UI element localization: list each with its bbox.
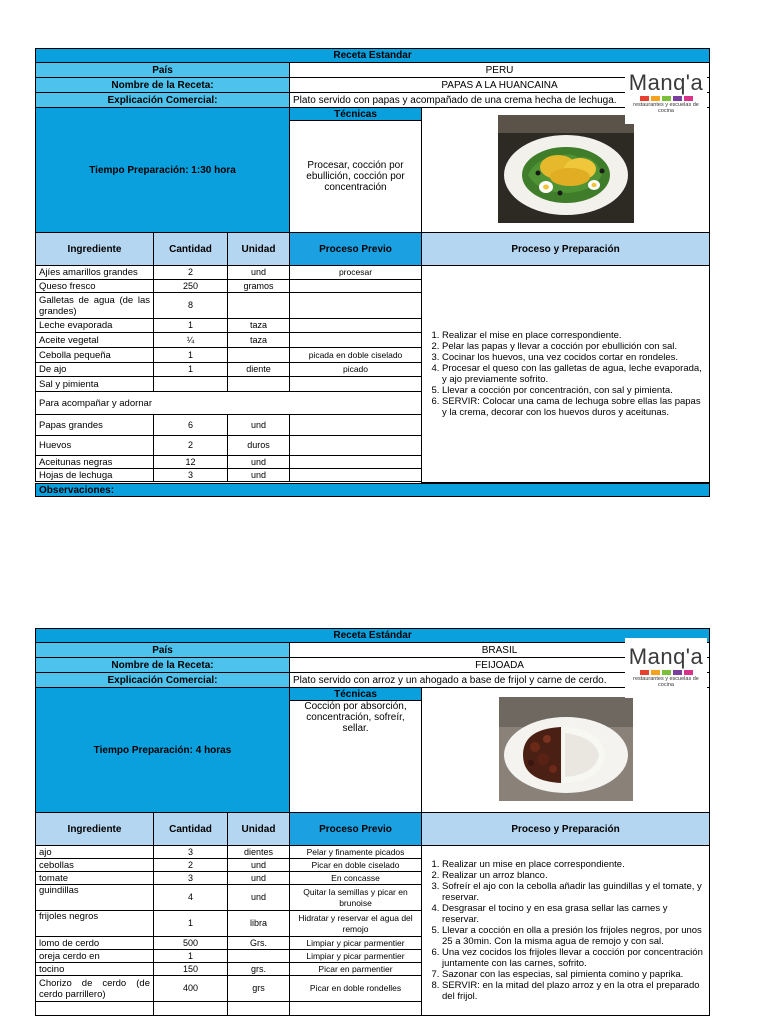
ingredient-unit — [228, 293, 290, 319]
step: 4. Desgrasar el tocino y en esa grasa sellar las carnes y reservar. — [442, 903, 706, 925]
ingredient-qty: 3 — [154, 846, 228, 859]
ingredient-prev: Limpiar y picar parmentier — [290, 937, 422, 950]
ingredient-qty: 400 — [154, 976, 228, 1002]
ingredient-name: Sal y pimienta — [36, 377, 154, 392]
ingredient-name: oreja cerdo en — [36, 950, 154, 963]
ingredient-prev — [290, 415, 422, 436]
ingredient-prev — [290, 319, 422, 333]
col-cantidad: Cantidad — [154, 813, 228, 846]
recipe-card-brasil — [35, 628, 709, 1016]
col-proceso-previo: Proceso Previo — [290, 233, 422, 266]
ingredient-unit: und — [228, 469, 290, 482]
col-proceso-preparacion: Proceso y Preparación — [422, 233, 710, 266]
tiempo-preparacion: Tiempo Preparación: 1:30 hora — [36, 108, 290, 233]
accompany-label: Para acompañar y adornar — [36, 392, 422, 415]
step: 1. Realizar un mise en place correspondiente. — [442, 859, 706, 870]
ingredient-name: Huevos — [36, 436, 154, 456]
logo-color-bars — [625, 96, 707, 101]
ingredient-name: lomo de cerdo — [36, 937, 154, 950]
ingredient-name: tomate — [36, 872, 154, 885]
ingredient-qty: 250 — [154, 280, 228, 293]
ingredient-unit — [228, 348, 290, 363]
ingredient-name: Papas grandes — [36, 415, 154, 436]
ingredient-name: Ajíes amarillos grandes — [36, 266, 154, 280]
step: 5. Llevar a cocción por concentración, con sal y pimienta. — [442, 385, 706, 396]
nombre-label: Nombre de la Receta: — [36, 78, 290, 93]
ingredient-prev: Picar en parmentier — [290, 963, 422, 976]
manqa-logo — [625, 64, 707, 124]
col-cantidad: Cantidad — [154, 233, 228, 266]
ingredient-name: Cebolla pequeña — [36, 348, 154, 363]
ingredient-unit: gramos — [228, 280, 290, 293]
ingredient-unit: und — [228, 885, 290, 911]
step: 1. Realizar el mise en place correspondiente. — [442, 330, 706, 341]
ingredient-qty: 2 — [154, 436, 228, 456]
ingredient-qty: 1 — [154, 911, 228, 937]
explicacion-label: Explicación Comercial: — [36, 93, 290, 108]
ingredient-unit: grs — [228, 976, 290, 1002]
ingredient-unit: dientes — [228, 846, 290, 859]
ingredient-prev — [290, 469, 422, 482]
tecnicas-label: Técnicas — [290, 688, 422, 701]
step: 6. Una vez cocidos los frijoles llevar a cocción por concentración juntamente con las carnes, sofrito. — [442, 947, 706, 969]
preparation-steps — [422, 846, 710, 1016]
ingredient-qty: 1 — [154, 319, 228, 333]
ingredient-qty: 2 — [154, 266, 228, 280]
dish-photo — [422, 688, 710, 813]
ingredient-name — [36, 1002, 154, 1016]
recipe-header: Receta Estandar — [36, 49, 710, 63]
nombre-label: Nombre de la Receta: — [36, 658, 290, 673]
step: 2. Pelar las papas y llevar a cocción por ebullición con sal. — [442, 341, 706, 352]
logo-brand: Manq'a — [628, 644, 704, 669]
pais-label: País — [36, 63, 290, 78]
ingredient-qty: 3 — [154, 872, 228, 885]
tecnicas-value: Procesar, cocción por ebullición, cocción por concentración — [290, 121, 422, 233]
step: 3. Sofreír el ajo con la cebolla añadir las guindillas y el tomate, y reservar. — [442, 881, 706, 903]
ingredient-name: Galletas de agua (de las grandes) — [36, 293, 154, 319]
recipe-header: Receta Estándar — [36, 629, 710, 643]
ingredient-qty: 6 — [154, 415, 228, 436]
col-proceso-previo: Proceso Previo — [290, 813, 422, 846]
ingredient-name: guindillas — [36, 885, 154, 911]
manqa-logo — [625, 638, 707, 698]
ingredient-prev — [290, 456, 422, 469]
ingredient-qty: 1 — [154, 363, 228, 377]
ingredient-name: frijoles negros — [36, 911, 154, 937]
ingredient-qty: 2 — [154, 859, 228, 872]
step: 6. SERVIR: Colocar una cama de lechuga sobre ellas las papas y la crema, decorar con los huevos duros y aceitunas. — [442, 396, 706, 418]
ingredient-unit: diente — [228, 363, 290, 377]
nombre-value: FEIJOADA — [290, 658, 710, 673]
ingredient-qty: 8 — [154, 293, 228, 319]
step: 8. SERVIR: en la mitad del plazo arroz y en la otra el preparado del frijol. — [442, 980, 706, 1002]
ingredient-qty: ¼ — [154, 333, 228, 348]
recipe-card-peru — [35, 48, 709, 497]
ingredient-unit: und — [228, 456, 290, 469]
ingredient-name: ajo — [36, 846, 154, 859]
ingredient-prev: Pelar y finamente picados — [290, 846, 422, 859]
ingredient-name: Aceite vegetal — [36, 333, 154, 348]
col-ingrediente: Ingrediente — [36, 813, 154, 846]
ingredient-unit: taza — [228, 319, 290, 333]
logo-tagline: restaurantes y escuelas de cocina — [633, 102, 699, 114]
ingredient-prev: Quitar la semillas y picar en brunoise — [290, 885, 422, 911]
nombre-value: PAPAS A LA HUANCAINA — [290, 78, 710, 93]
step: 2. Realizar un arroz blanco. — [442, 870, 706, 881]
ingredient-unit: duros — [228, 436, 290, 456]
ingredient-prev — [290, 436, 422, 456]
steps-list — [425, 330, 706, 418]
ingredient-prev — [290, 377, 422, 392]
ingredient-name: Queso fresco — [36, 280, 154, 293]
ingredient-name: Leche evaporada — [36, 319, 154, 333]
papas-huancaina-photo — [498, 115, 634, 223]
col-unidad: Unidad — [228, 233, 290, 266]
recipe-table — [35, 48, 710, 497]
ingredient-qty: 500 — [154, 937, 228, 950]
ingredient-prev: Limpiar y picar parmentier — [290, 950, 422, 963]
ingredient-prev: Hidratar y reservar el agua del remojo — [290, 911, 422, 937]
pais-value: BRASIL — [290, 643, 710, 658]
preparation-steps — [422, 266, 710, 483]
feijoada-photo — [499, 697, 633, 801]
logo-color-bars — [625, 670, 707, 675]
explicacion-value: Plato servido con papas y acompañado de una crema hecha de lechuga. — [290, 93, 710, 108]
dish-photo — [422, 108, 710, 233]
ingredient-unit — [228, 377, 290, 392]
ingredient-prev — [290, 280, 422, 293]
ingredient-qty: 150 — [154, 963, 228, 976]
tecnicas-label: Técnicas — [290, 108, 422, 121]
ingredient-name: Hojas de lechuga — [36, 469, 154, 482]
ingredient-unit: taza — [228, 333, 290, 348]
observaciones: Observaciones: — [36, 484, 710, 497]
ingredient-unit: grs. — [228, 963, 290, 976]
tecnicas-value: Cocción por absorción, concentración, sofreír, sellar. — [290, 701, 422, 813]
col-unidad: Unidad — [228, 813, 290, 846]
ingredient-prev — [290, 333, 422, 348]
explicacion-value: Plato servido con arroz y un ahogado a base de frijol y carne de cerdo. — [290, 673, 710, 688]
ingredient-unit: und — [228, 872, 290, 885]
ingredient-unit — [228, 950, 290, 963]
ingredient-prev: procesar — [290, 266, 422, 280]
recipe-table — [35, 628, 710, 1016]
ingredient-unit: und — [228, 415, 290, 436]
ingredient-prev: picado — [290, 363, 422, 377]
step: 4. Procesar el queso con las galletas de agua, leche evaporada, y ajo previamente sofrito. — [442, 363, 706, 385]
col-proceso-preparacion: Proceso y Preparación — [422, 813, 710, 846]
ingredient-qty: 1 — [154, 950, 228, 963]
ingredient-name: Chorizo de cerdo (de cerdo parrillero) — [36, 976, 154, 1002]
logo-brand: Manq'a — [628, 70, 704, 95]
ingredient-qty: 12 — [154, 456, 228, 469]
ingredient-prev: En concasse — [290, 872, 422, 885]
ingredient-unit: Grs. — [228, 937, 290, 950]
logo-tagline: restaurantes y escuelas de cocina — [633, 676, 699, 688]
ingredient-name: Aceitunas negras — [36, 456, 154, 469]
ingredient-qty: 1 — [154, 348, 228, 363]
col-ingrediente: Ingrediente — [36, 233, 154, 266]
step: 5. Llevar a cocción en olla a presión los frijoles negros, por unos 25 a 30min. Con la misma agua de remojo y con sal. — [442, 925, 706, 947]
ingredient-unit: libra — [228, 911, 290, 937]
step: 3. Cocinar los huevos, una vez cocidos cortar en rondeles. — [442, 352, 706, 363]
ingredient-prev — [290, 293, 422, 319]
tiempo-preparacion: Tiempo Preparación: 4 horas — [36, 688, 290, 813]
ingredient-name: cebollas — [36, 859, 154, 872]
ingredient-qty: 3 — [154, 469, 228, 482]
step: 7. Sazonar con las especias, sal pimienta comino y paprika. — [442, 969, 706, 980]
ingredient-qty — [154, 377, 228, 392]
ingredient-qty: 4 — [154, 885, 228, 911]
pais-label: País — [36, 643, 290, 658]
explicacion-label: Explicación Comercial: — [36, 673, 290, 688]
ingredient-name: tocino — [36, 963, 154, 976]
ingredient-prev: Picar en doble ciselado — [290, 859, 422, 872]
ingredient-unit: und — [228, 266, 290, 280]
pais-value: PERU — [290, 63, 710, 78]
ingredient-unit: und — [228, 859, 290, 872]
ingredient-prev: picada en doble ciselado — [290, 348, 422, 363]
ingredient-prev: Picar en doble rondelles — [290, 976, 422, 1002]
ingredient-name: De ajo — [36, 363, 154, 377]
steps-list — [425, 859, 706, 1002]
